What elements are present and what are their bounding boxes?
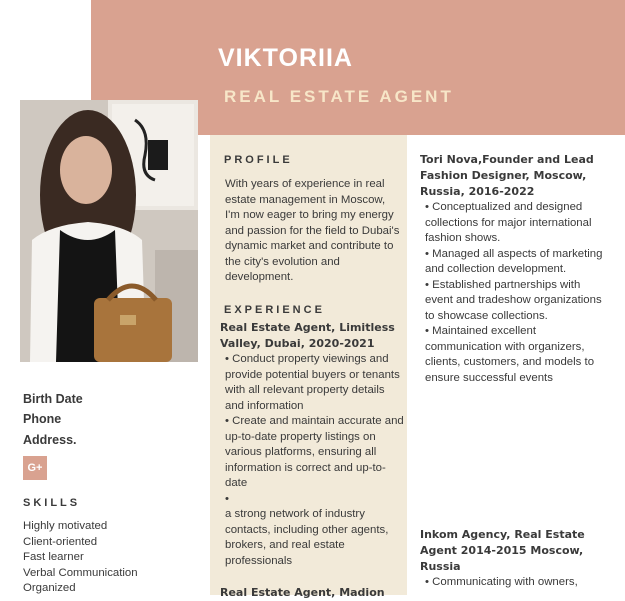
job-bullet: • Conceptualized and designed collections for major international fashion shows. — [425, 201, 592, 244]
candidate-role: REAL ESTATE AGENT — [224, 87, 454, 106]
experience-title: EXPERIENCE — [224, 304, 325, 316]
phone-label: Phone — [23, 412, 62, 426]
skills-title: SKILLS — [23, 497, 81, 509]
job-entry — [220, 320, 404, 569]
job-title: Real Estate Agent, Madion — [220, 586, 385, 599]
job-bullet: • — [225, 492, 229, 505]
job-bullet: • Managed all aspects of marketing and collection development. — [425, 247, 603, 275]
candidate-name: VIKTORIIA — [218, 44, 353, 72]
job-bullets — [420, 575, 610, 591]
job-bullet: • Conduct property viewings and provide potential buyers or tenants with all relevant property details and information — [225, 353, 400, 412]
skill-item: Fast learner — [23, 551, 84, 563]
profile-photo — [20, 100, 198, 362]
skill-item: Highly motivated — [23, 520, 108, 532]
skills-list — [23, 519, 138, 597]
job-bullet: • Communicating with owners, — [425, 576, 578, 588]
job-bullet: • Established partnerships with event and tradeshow organizations to showcase collections. — [425, 278, 602, 322]
job-entry — [420, 152, 610, 386]
job-bullet: • Create and maintain accurate and up-to-date property listings on various platforms, ensuring all information is correct and up-to-date — [225, 415, 404, 489]
job-bullets — [220, 352, 404, 569]
skill-item: Organized — [23, 582, 76, 594]
google-plus-icon[interactable]: G+ — [23, 456, 47, 480]
job-title: Inkom Agency, Real Estate Agent 2014-2015 Moscow, Russia — [420, 528, 585, 573]
job-entry — [420, 527, 610, 591]
birth-date-label: Birth Date — [23, 392, 83, 406]
skill-item: Client-oriented — [23, 535, 98, 548]
job-bullet: • Maintained excellent communication with organizers, clients, customers, and models to ensure successful events — [425, 325, 595, 384]
address-label: Address. — [23, 433, 77, 447]
job-bullets — [420, 200, 610, 386]
job-title: Tori Nova,Founder and Lead Fashion Designer, Moscow, Russia, 2016-2022 — [420, 153, 594, 198]
profile-text: With years of experience in real estate management in Moscow, I'm now eager to bring my energy and passion for the field to Dubai's dynamic market and contribute to the city's evolution and development. — [225, 178, 400, 283]
job-title: Real Estate Agent, Limitless Valley, Dubai, 2020-2021 — [220, 321, 395, 350]
skill-item: Verbal Communication — [23, 566, 138, 579]
job-bullet: a strong network of industry contacts, including other agents, brokers, and real estate professionals — [225, 508, 389, 567]
profile-title: PROFILE — [224, 154, 293, 166]
